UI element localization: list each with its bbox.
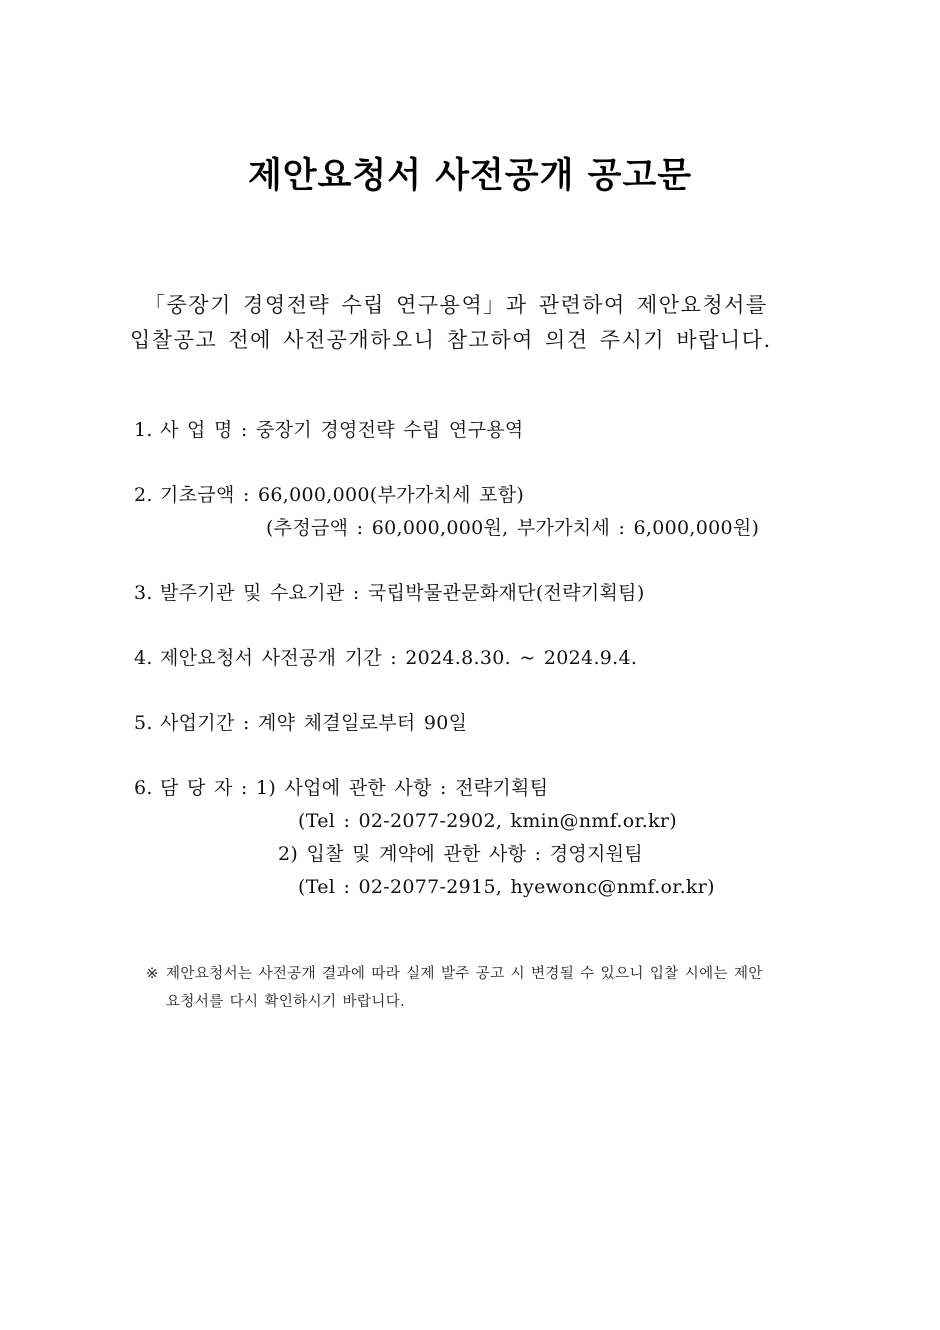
reference-mark-icon: ※ <box>146 966 159 982</box>
contact-2-label: 2) 입찰 및 계약에 관한 사항 : 경영지원팀 <box>278 843 643 865</box>
contact-1-tel-email: (Tel : 02-2077-2902, kmin@nmf.or.kr) <box>298 810 677 832</box>
item-text: 제안요청서 사전공개 기간 : 2024.8.30. ~ 2024.9.4. <box>160 647 638 669</box>
item-number: 6. <box>134 777 153 799</box>
item-text: 사 업 명 : 중장기 경영전략 수립 연구용역 <box>160 419 524 441</box>
item-project-name <box>134 414 524 446</box>
intro-line-1: 「중장기 경영전략 수립 연구용역」과 관련하여 제안요청서를 <box>144 293 768 317</box>
item-project-period <box>134 707 467 739</box>
item-number: 5. <box>134 712 153 734</box>
footnote-line-2: 요청서를 다시 확인하시기 바랍니다. <box>166 994 406 1010</box>
item-number: 4. <box>134 647 153 669</box>
intro-line-2: 입찰공고 전에 사전공개하오니 참고하여 의견 주시기 바랍니다. <box>130 328 772 352</box>
item-ordering-agency <box>134 577 645 609</box>
page-title: 제안요청서 사전공개 공고문 <box>247 156 693 196</box>
item-text: 발주기관 및 수요기관 : 국립박물관문화재단(전략기획팀) <box>160 582 645 604</box>
item-number: 3. <box>134 582 153 604</box>
footnote <box>146 960 826 1016</box>
item-disclosure-period <box>134 642 637 674</box>
item-base-amount <box>134 479 524 511</box>
item-number: 1. <box>134 419 153 441</box>
item-contact-person <box>134 772 548 804</box>
intro-paragraph <box>130 288 820 358</box>
item-number: 2. <box>134 484 153 506</box>
item-text: 기초금액 : 66,000,000(부가가치세 포함) <box>160 484 525 506</box>
footnote-line-1: 제안요청서는 사전공개 결과에 따라 실제 발주 공고 시 변경될 수 있으니 입찰 시에는 제안 <box>166 966 763 982</box>
contact-2-tel-email: (Tel : 02-2077-2915, hyewonc@nmf.or.kr) <box>298 876 715 898</box>
item-text: 담 당 자 : 1) 사업에 관한 사항 : 전략기획팀 <box>160 777 549 799</box>
item-text: 사업기간 : 계약 체결일로부터 90일 <box>160 712 468 734</box>
item-estimated-amount: (추정금액 : 60,000,000원, 부가가치세 : 6,000,000원) <box>266 517 760 539</box>
